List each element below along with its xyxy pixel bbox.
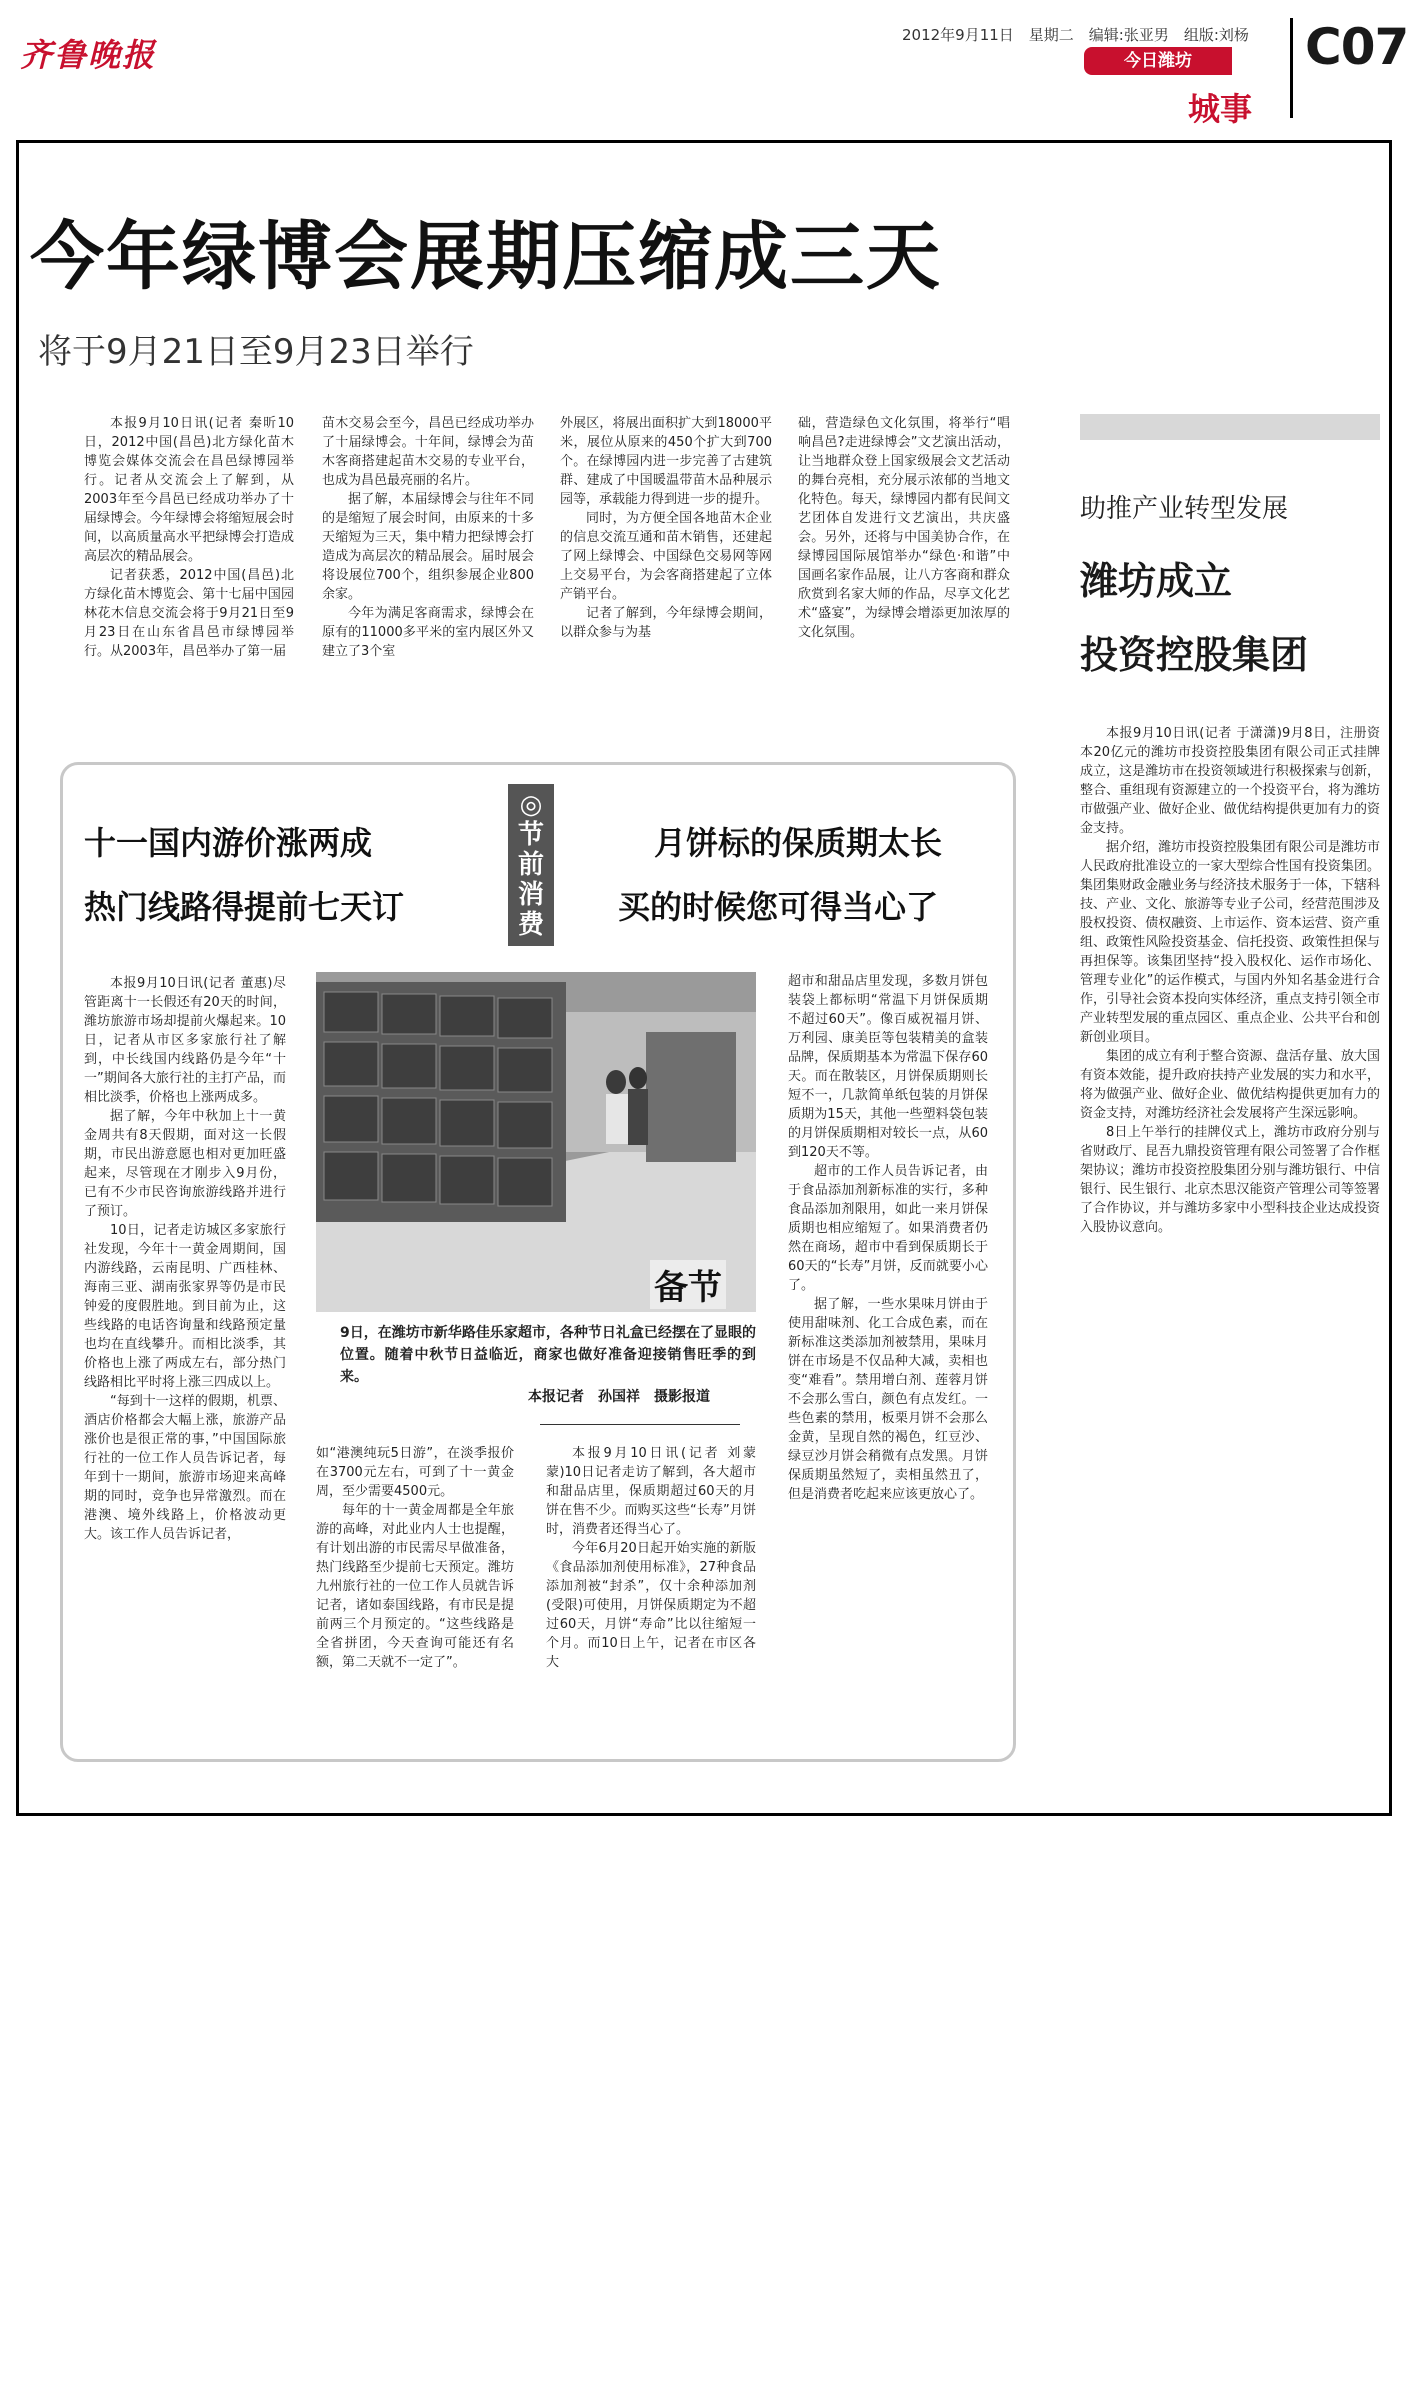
issue-info: 2012年9月11日 星期二 编辑:张亚男 组版:刘杨 <box>902 26 1249 44</box>
section-tag: 今日潍坊 <box>1084 47 1232 75</box>
mooncake-para: 超市和甜品店里发现，多数月饼包装袋上都标明“常温下月饼保质期不超过60天”。像百威祝福月饼、万利园、康美臣等包装精美的盒装品牌，保质期基本为常温下保存60天。而在散装区，月饼保质期则长短不一，几款简单纸包装的月饼保质期为15天，其他一些塑料袋包装的月饼保质期相对较长一点，从60到120天不等。 <box>788 974 988 1160</box>
section-name: 城事 <box>1188 90 1253 128</box>
masthead-logo: 齐鲁晚报 <box>20 36 157 74</box>
sidebar-headline-1: 潍坊成立 <box>1080 559 1233 603</box>
lead-subhead: 将于9月21日至9月23日举行 <box>38 332 474 372</box>
top-rule <box>16 140 1392 143</box>
mooncake-column-2 <box>788 972 988 1504</box>
sidebar-bar <box>1080 414 1380 440</box>
page-number: C07 <box>1305 18 1409 76</box>
lead-para: 苗木交易会至今，昌邑已经成功举办了十届绿博会。十年间，绿博会为苗木客商搭建起苗木交易的专业平台，也成为昌邑最亮丽的名片。 <box>322 416 534 488</box>
lead-para: 据了解，本届绿博会与往年不同的是缩短了展会时间，由原来的十多天缩短为三天，集中精力把绿博会打造成为高层次的精品展会。届时展会将设展位700个，组织参展企业800余家。 <box>322 492 534 602</box>
travel-title-2: 热门线路得提前七天订 <box>84 888 405 926</box>
sidebar-headline-2: 投资控股集团 <box>1080 633 1309 677</box>
lead-para: 记者了解到，今年绿博会期间，以群众参与为基 <box>560 606 772 640</box>
lead-column-4 <box>798 414 1010 642</box>
sidebar-para: 8日上午举行的挂牌仪式上，潍坊市政府分别与省财政厅、昆吾九鼎投资管理有限公司签署了合作框架协议；潍坊市投资控股集团分别与潍坊银行、中信银行、民生银行、北京杰思汉能资产管理公司等签署了合作协议，并与潍坊多家中小型科技企业达成投资入股协议意向。 <box>1080 1125 1380 1235</box>
bottom-rule <box>16 1813 1392 1816</box>
mooncake-title-2: 买的时候您可得当心了 <box>618 888 939 926</box>
travel-para: 每年的十一黄金周都是全年旅游的高峰，对此业内人士也提醒，有计划出游的市民需尽早做准备，热门线路至少提前七天预定。潍坊九州旅行社的一位工作人员就告诉记者，诸如泰国线路，有市民是提前两三个月预定的。“这些线路是全省拼团，今天查询可能还有名额，第二天就不一定了”。 <box>316 1503 514 1670</box>
travel-para: 如“港澳纯玩5日游”，在淡季报价在3700元左右，可到了十一黄金周，至少需要4500元。 <box>316 1446 514 1499</box>
mooncake-para: 本报9月10日讯(记者 刘蒙蒙)10日记者走访了解到，各大超市和甜品店里，保质期超过60天的月饼在售不少。而购买这些“长寿”月饼时，消费者还得当心了。 <box>546 1446 756 1537</box>
travel-para: 10日，记者走访城区多家旅行社发现，今年十一黄金周期间，国内游线路，云南昆明、广西桂林、海南三亚、湖南张家界等仍是市民钟爱的度假胜地。到目前为止，这些线路的电话咨询量和线路预定量也均在直线攀升。而相比淡季，其价格也上涨了两成左右，部分热门线路相比平时将上涨三四成以上。 <box>84 1223 286 1390</box>
sidebar-para: 本报9月10日讯(记者 于潇潇)9月8日，注册资本20亿元的潍坊市投资控股集团有限公司正式挂牌成立，这是潍坊市在投资领域进行积极探索与创新，整合、重组现有资源建立的一个投资平台，将为潍坊市做强产业、做好企业、做优结构提供更加有力的资金支持。 <box>1080 726 1380 836</box>
travel-para: 本报9月10日讯(记者 董惠)尽管距离十一长假还有20天的时间，潍坊旅游市场却提前火爆起来。10日，记者从市区多家旅行社了解到，中长线国内线路仍是今年“十一”期间各大旅行社的主打产品，而相比淡季，价格也上涨两成多。 <box>84 976 286 1105</box>
mooncake-title-1: 月饼标的保质期太长 <box>654 824 943 862</box>
lead-column-1 <box>84 414 294 661</box>
sidebar-kicker: 助推产业转型发展 <box>1080 494 1289 524</box>
travel-para: “每到十一这样的假期，机票、酒店价格都会大幅上涨，旅游产品涨价也是很正常的事，”中国国际旅行社的一位工作人员告诉记者，每年到十一期间，旅游市场迎来高峰期的同时，竞争也异常激烈。而在港澳、境外线路上，价格波动更大。该工作人员告诉记者， <box>84 1394 286 1542</box>
sidebar-para: 据介绍，潍坊市投资控股集团有限公司是潍坊市人民政府批准设立的一家大型综合性国有投资集团。集团集财政金融业务与经济技术服务于一体，下辖科技、产业、文化、旅游等专业子公司，经营范围涉及股权投资、债权融资、上市运作、资本运营、资产重组、政策性风险投资基金、信托投资、政策性担保与再担保等。该集团坚持“投入股权化、运作市场化、管理专业化”的运作模式，与国内外知名基金进行合作，引导社会资本投向实体经济，重点支持引领全市产业转型发展的重点园区、重点企业、公共平台和创新创业项目。 <box>1080 840 1380 1045</box>
section-vertical-tag <box>508 784 554 970</box>
sidebar-para: 集团的成立有利于整合资源、盘活存量、放大国有资本效能，提升政府扶持产业发展的实力和水平，将为做强产业、做好企业、做优结构提供更加有力的资金支持，对潍坊经济社会发展将产生深远影响。 <box>1080 1049 1380 1121</box>
header-divider <box>1290 18 1293 118</box>
photo-divider <box>540 1424 740 1425</box>
left-rule <box>16 140 19 1816</box>
photo-caption: 9日，在潍坊市新华路佳乐家超市，各种节日礼盒已经摆在了显眼的位置。随着中秋节日益临近，商家也做好准备迎接销售旺季的到来。 <box>340 1325 756 1385</box>
supermarket-photo <box>316 972 756 1312</box>
mooncake-para: 今年6月20日起开始实施的新版《食品添加剂使用标准》，27种食品添加剂被“封杀”，仅十余种添加剂(受限)可使用，月饼保质期定为不超过60天，月饼“寿命”比以往缩短一个月。而10日上午，记者在市区各大 <box>546 1541 756 1670</box>
travel-title-1: 十一国内游价涨两成 <box>84 824 373 862</box>
right-rule <box>1389 140 1392 1816</box>
lead-column-3 <box>560 414 772 642</box>
lead-para: 外展区，将展出面积扩大到18000平米，展位从原来的450个扩大到700个。在绿博园内进一步完善了古建筑群、建成了中国暖温带苗木品种展示园等，承载能力得到进一步的提升。 <box>560 416 772 507</box>
travel-para: 据了解，今年中秋加上十一黄金周共有8天假期，面对这一长假期，市民出游意愿也相对更加旺盛起来，尽管现在才刚步入9月份，已有不少市民咨询旅游线路并进行了预订。 <box>84 1109 286 1219</box>
mooncake-para: 据了解，一些水果味月饼由于使用甜味剂、化工合成色素，而在新标准这类添加剂被禁用，果味月饼在市场是不仅品种大减，卖相也变“难看”。禁用增白剂、莲蓉月饼不会那么雪白，颜色有点发红。一些色素的禁用，板栗月饼不会那么金黄，呈现自然的褐色，红豆沙、绿豆沙月饼会稍微有点发黑。月饼保质期虽然短了，卖相虽然丑了，但是消费者吃起来应该更放心了。 <box>788 1297 988 1502</box>
mooncake-para: 超市的工作人员告诉记者，由于食品添加剂新标准的实行，多种食品添加剂限用，如此一来月饼保质期也相应缩短了。如果消费者仍然在商场，超市中看到保质期长于60天的“长寿”月饼，反而就要小心了。 <box>788 1164 988 1293</box>
lead-para: 同时，为方便全国各地苗木企业的信息交流互通和苗木销售，还建起了网上绿博会、中国绿色交易网等网上交易平台，为会客商搭建起了立体产销平台。 <box>560 511 772 602</box>
lead-para: 本报9月10日讯(记者 秦昕10日，2012中国(昌邑)北方绿化苗木博览会媒体交流会在昌邑绿博园举行。记者从交流会上了解到，从2003年至今昌邑已经成功举办了十届绿博会。今年绿博会将缩短展会时间，以高质量高水平把绿博会打造成高层次的精品展会。 <box>84 416 294 564</box>
mooncake-column-1 <box>546 1444 756 1672</box>
lead-headline: 今年绿博会展期压缩成三天 <box>30 214 942 300</box>
travel-column-1 <box>84 974 286 1544</box>
lead-para: 础，营造绿色文化氛围，将举行“唱响昌邑?走进绿博会”文艺演出活动，让当地群众登上国家级展会文艺活动的舞台亮相，充分展示浓郁的当地文化特色。每天，绿博园内都有民间文艺团体自发进行文艺演出，共庆盛会。另外，还将与中国美协合作，在绿博园国际展馆举办“绿色·和谐”中国画名家作品展，让八方客商和群众欣赏到名家大师的作品，尽享文化艺术“盛宴”，为绿博会增添更加浓厚的文化氛围。 <box>798 416 1010 640</box>
lead-para: 今年为满足客商需求，绿博会在原有的11000多平米的室内展区外又建立了3个室 <box>322 606 534 659</box>
photo-credit: 本报记者 孙国祥 摄影报道 <box>528 1389 710 1405</box>
travel-column-2 <box>316 1444 514 1672</box>
tag-text: ◎节前消费◎ <box>517 790 544 970</box>
lead-para: 记者获悉，2012中国(昌邑)北方绿化苗木博览会、第十七届中国园林花木信息交流会将于9月21日至9月23日在山东省昌邑市绿博园举行。从2003年，昌邑举办了第一届 <box>84 568 294 659</box>
photo-label: 备节 <box>650 1260 726 1309</box>
lead-column-2 <box>322 414 534 661</box>
sidebar-body <box>1080 724 1380 1237</box>
